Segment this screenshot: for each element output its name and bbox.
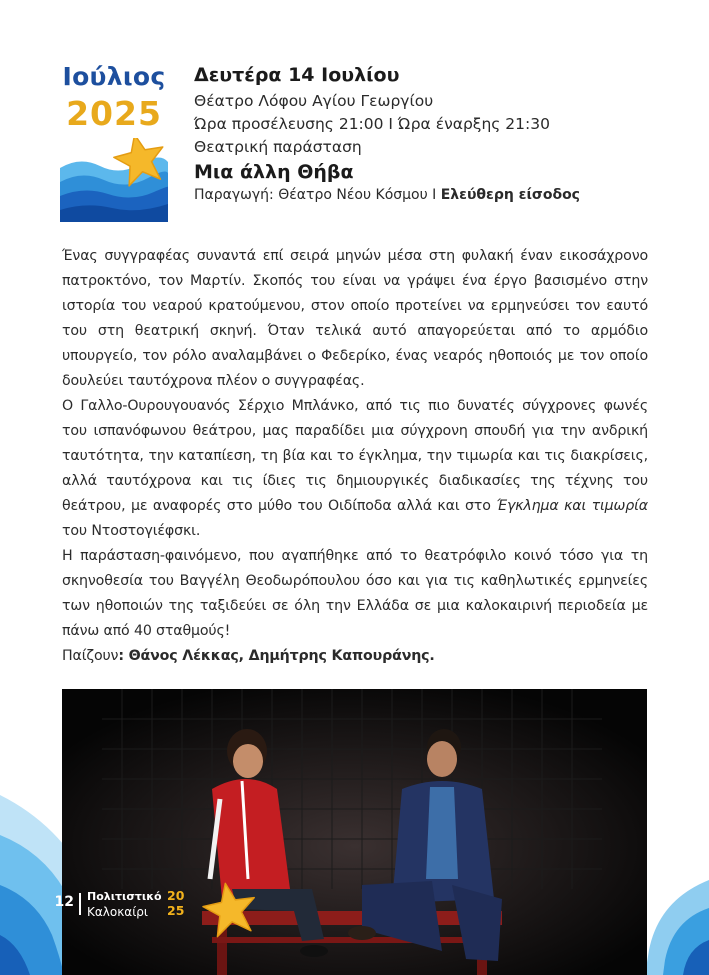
sea-starfish-emblem <box>60 138 168 222</box>
footer-year-top: 20 <box>167 888 185 903</box>
paragraph-2-end: του Ντοστογιέφσκι. <box>62 523 201 539</box>
footer-brand-line2: Καλοκαίρι <box>87 905 148 919</box>
entry-info: Ελεύθερη είσοδος <box>440 187 580 203</box>
cast-line <box>62 644 648 669</box>
footer-logo <box>48 880 268 950</box>
month-badge <box>60 62 168 222</box>
book-title: Έγκλημα και τιμωρία <box>496 498 648 514</box>
event-category: Θεατρική παράσταση <box>194 138 362 156</box>
footer-divider <box>79 893 81 915</box>
event-times: Ώρα προσέλευσης 21:00 Ι Ώρα έναρξης 21:30 <box>194 115 550 133</box>
description-paragraph-3: Η παράσταση-φαινόμενο, που αγαπήθηκε από το θεατρόφιλο κοινό τόσο για τη σκηνοθεσία του Βαγγέλη Θεοδωρόπουλου όσο και για τις καθηλωτικές ερμηνείες των ηθοποιών της ταξιδεύει σε όλη την Ελλάδα σε μια καλοκαιρινή περιοδεία με πάνω από 40 σταθμούς! <box>62 548 648 639</box>
footer-year-bottom: 25 <box>167 903 185 918</box>
description-paragraph-2 <box>62 394 648 544</box>
event-header <box>194 64 664 203</box>
starfish-icon <box>200 880 260 938</box>
event-date: Δευτέρα 14 Ιουλίου <box>194 64 400 86</box>
cast-label: Παίζουν <box>62 648 119 664</box>
badge-year: 2025 <box>66 94 162 133</box>
footer-brand-line1: Πολιτιστικό <box>87 890 162 903</box>
event-description <box>62 244 648 669</box>
decorative-waves-right <box>639 880 709 975</box>
badge-month: Ιούλιος <box>62 62 166 91</box>
event-production <box>194 187 664 203</box>
event-title: Μια άλλη Θήβα <box>194 161 354 183</box>
cast-names: : Θάνος Λέκκας, Δημήτρης Καπουράνης. <box>118 648 435 664</box>
production-label: Παραγωγή: Θέατρο Νέου Κόσμου Ι <box>194 187 441 203</box>
event-venue: Θέατρο Λόφου Αγίου Γεωργίου <box>194 92 434 110</box>
paragraph-2-text: Ο Γαλλο-Ουρουγουανός Σέρχιο Μπλάνκο, από τις πιο δυνατές σύγχρονες φωνές του ισπανόφωνου θεάτρου, μας παραδίδει μια σύγχρονη σπουδή για την ανδρική ταυτότητα, την καταπίεση, τη βία και το έγκλημα, την τιμωρία και τις διακρίσεις, αλλά ταυτόχρονα και τις ίδιες τις δημιουργικές διαδικασίες της τέχνης του θεάτρου, με αναφορές στο μύθο του Οιδίποδα αλλά και στο <box>62 398 648 514</box>
description-paragraph-1: Ένας συγγραφέας συναντά επί σειρά μηνών μέσα στη φυλακή έναν εικοσάχρονο πατροκτόνο, τον Μαρτίν. Σκοπός του είναι να γράψει ένα έργο βασισμένο στην ιστορία του νεαρού κρατούμενου, στον οποίο προτείνει να ερμηνεύσει τον εαυτό του στη θεατρική σκηνή. Όταν τελικά αυτό απαγορεύεται από το αρμόδιο υπουργείο, τον ρόλο αναλαμβάνει ο Φεδερίκο, ένας νεαρός ηθοποιός με τον οποίο δουλεύει ταυτόχρονα πλέον ο συγγραφέας. <box>62 248 648 389</box>
page-number: 12 <box>54 894 74 910</box>
